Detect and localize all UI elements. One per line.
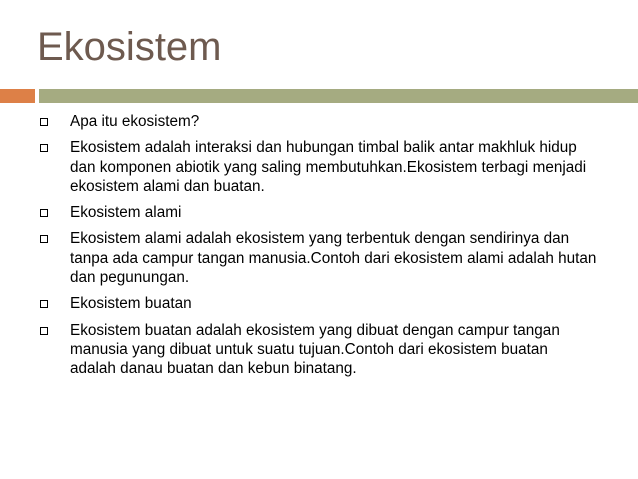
- slide-title: Ekosistem: [37, 25, 222, 69]
- bullet-item: [38, 138, 598, 196]
- bullet-text: Ekosistem buatan adalah ekosistem yang dibuat dengan campur tangan manusia yang dibuat untuk suatu tujuan.Contoh dari ekosistem buatan adalah danau buatan dan kebun binatang.: [70, 321, 560, 378]
- bullet-text: Ekosistem buatan: [70, 295, 192, 313]
- bullet-item: [38, 112, 598, 131]
- bullet-item: [38, 321, 598, 379]
- square-bullet-icon: [40, 235, 48, 243]
- bullet-text: Ekosistem alami: [70, 204, 182, 222]
- square-bullet-icon: [40, 144, 48, 152]
- bullet-text: Apa itu ekosistem?: [70, 113, 200, 130]
- bullet-text: Ekosistem adalah interaksi dan hubungan timbal balik antar makhluk hidup dan komponen abiotik yang saling membutuhkan.Ekosistem terbagi menjadi ekosistem alami dan buatan.: [70, 139, 587, 195]
- square-bullet-icon: [40, 327, 48, 335]
- square-bullet-icon: [40, 118, 48, 126]
- square-bullet-icon: [40, 209, 48, 217]
- bullet-text: Ekosistem alami adalah ekosistem yang terbentuk dengan sendirinya dan tanpa ada campur tangan manusia.Contoh dari ekosistem alami adalah hutan dan pegunungan.: [70, 230, 597, 287]
- bullet-item: [38, 229, 598, 287]
- bullet-item: [38, 294, 598, 313]
- title-rule: [39, 89, 638, 103]
- bullet-list: [38, 112, 598, 386]
- title-accent-block: [0, 89, 35, 103]
- bullet-item: [38, 203, 598, 222]
- square-bullet-icon: [40, 300, 48, 308]
